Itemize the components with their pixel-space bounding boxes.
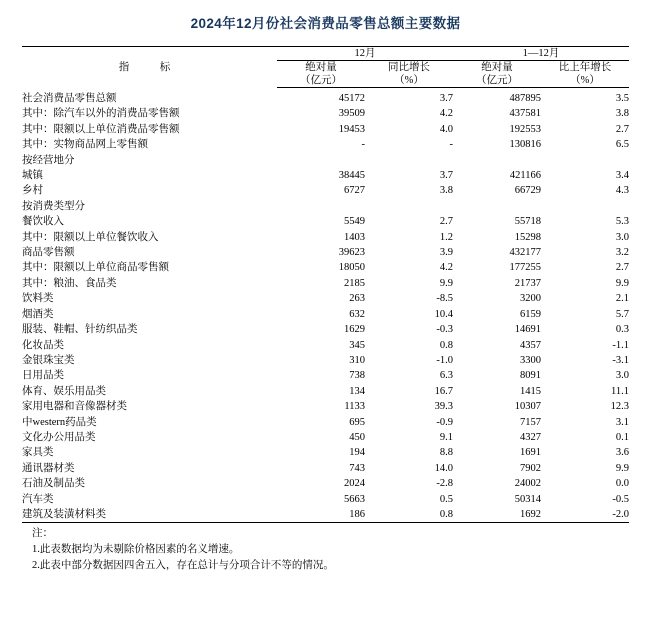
notes-line-2: 2.此表中部分数据因四舍五入，存在总计与分项合计不等的情况。 [32,560,334,572]
header-group-month: 12月 [277,47,453,61]
cell-month-growth: -1.0 [436,354,453,366]
table-row [22,430,629,445]
cell-month-growth: 4.2 [439,108,453,120]
cell-cumulative-growth: 3.5 [615,93,629,104]
cell-cumulative-growth: 9.9 [615,462,629,474]
cell-month-absolute: 743 [349,462,365,474]
cell-cumulative-absolute: 192553 [509,123,541,135]
cell-cumulative-absolute: 487895 [509,93,541,104]
table-row [22,368,629,383]
table-row [22,476,629,491]
cell-month-absolute: 186 [349,508,365,520]
cell-cumulative-absolute: 24002 [514,478,541,490]
cell-cumulative-growth [541,199,629,214]
header-index-label: 指 标 [22,47,277,88]
table-row [22,230,629,245]
row-label: 其中：除汽车以外的消费品零售额 [22,108,180,120]
row-label: 城镇 [22,170,43,182]
cell-cumulative-growth: 3.0 [615,370,629,382]
cell-month-growth: 4.2 [439,262,453,274]
cell-month-growth: -8.5 [436,293,453,305]
cell-month-absolute: 6727 [344,185,365,197]
cell-month-growth: -0.9 [436,416,453,428]
table-row [22,291,629,306]
row-label: 服装、鞋帽、针纺织品类 [22,324,138,336]
cell-cumulative-absolute: 437581 [509,108,541,120]
row-label: 金银珠宝类 [22,354,75,366]
table-row [22,91,629,106]
row-label: 石油及制品类 [22,478,85,490]
cell-cumulative-growth: -3.1 [612,354,629,366]
cell-month-growth: 9.9 [439,277,453,289]
cell-cumulative-absolute: 130816 [509,139,541,151]
cell-cumulative-absolute: 1415 [520,385,541,397]
cell-month-growth: 10.4 [434,308,453,320]
table-row [22,183,629,198]
cell-month-absolute: 1133 [344,401,365,413]
document-page [0,12,651,624]
cell-month-growth [365,199,453,214]
cell-month-growth: - [449,139,453,151]
row-label: 其中：实物商品网上零售额 [22,139,148,151]
cell-cumulative-growth: 3.0 [615,231,629,243]
cell-cumulative-absolute [453,153,541,168]
cell-cumulative-growth: 5.3 [615,216,629,228]
table-row [22,245,629,260]
cell-cumulative-absolute: 4327 [520,431,541,443]
cell-cumulative-growth: 3.2 [615,247,629,259]
table-row [22,353,629,368]
row-label: 家具类 [22,447,54,459]
cell-cumulative-growth: 3.1 [615,416,629,428]
cell-month-growth [365,153,453,168]
cell-month-growth: 0.8 [439,339,453,351]
cell-month-absolute: 38445 [338,170,365,182]
row-label: 中western药品类 [22,416,97,428]
row-label: 其中：限额以上单位商品零售额 [22,262,169,274]
table-row [22,338,629,353]
row-label: 其中：限额以上单位餐饮收入 [22,231,159,243]
row-label: 其中：粮油、食品类 [22,277,117,289]
header-col-abs-month: 绝对量 [305,62,337,73]
cell-month-growth: 0.8 [439,508,453,520]
retail-sales-table [22,46,629,522]
cell-month-absolute: 45172 [338,93,365,104]
cell-month-absolute: 5663 [344,493,365,505]
header-unit-abs-month: （亿元） [277,74,365,88]
row-label: 汽车类 [22,493,54,505]
cell-month-growth: 16.7 [434,385,453,397]
cell-month-absolute: 632 [349,308,365,320]
header-col-yoy-cumulative: 比上年增长 [558,62,612,73]
table-row [22,415,629,430]
row-label: 社会消费品零售总额 [22,93,117,104]
cell-month-absolute: 1629 [344,324,365,336]
cell-cumulative-growth [541,153,629,168]
row-label: 按经营地分 [22,154,75,166]
table-row [22,168,629,183]
cell-month-growth: 8.8 [439,447,453,459]
table-row [22,122,629,137]
cell-cumulative-growth: 6.5 [615,139,629,151]
cell-cumulative-growth: 5.7 [615,308,629,320]
table-row [22,461,629,476]
cell-month-absolute: 1403 [344,231,365,243]
cell-cumulative-growth: 11.1 [611,385,629,397]
cell-cumulative-absolute: 6159 [520,308,541,320]
cell-month-absolute: 5549 [344,216,365,228]
row-label: 通讯器材类 [22,462,75,474]
cell-cumulative-absolute [453,199,541,214]
cell-cumulative-growth: -0.5 [612,493,629,505]
cell-month-growth: 9.1 [439,431,453,443]
row-label: 家用电器和音像器材类 [22,401,127,413]
cell-cumulative-absolute: 10307 [514,401,541,413]
cell-cumulative-growth: 3.8 [615,108,629,120]
cell-cumulative-absolute: 3300 [520,354,541,366]
cell-cumulative-growth: 0.1 [615,431,629,443]
cell-cumulative-growth: 12.3 [610,401,629,413]
header-group-cumulative: 1—12月 [453,47,629,61]
cell-month-growth: 3.8 [439,185,453,197]
cell-month-absolute [277,153,365,168]
row-label: 餐饮收入 [22,216,64,228]
cell-cumulative-growth: 0.3 [615,324,629,336]
cell-cumulative-growth: -1.1 [612,339,629,351]
cell-month-growth: -0.3 [436,324,453,336]
cell-cumulative-absolute: 1691 [520,447,541,459]
cell-month-growth: 39.3 [434,401,453,413]
cell-month-absolute: 310 [349,354,365,366]
cell-cumulative-absolute: 7902 [520,462,541,474]
cell-cumulative-absolute: 4357 [520,339,541,351]
table-row [22,399,629,414]
cell-month-absolute: 345 [349,339,365,351]
table-row [22,153,629,168]
cell-cumulative-growth: 3.4 [615,170,629,182]
table-row [22,106,629,121]
cell-cumulative-growth: 4.3 [615,185,629,197]
cell-cumulative-growth: 2.1 [615,293,629,305]
cell-month-absolute: 134 [349,385,365,397]
cell-month-absolute: 18050 [338,262,365,274]
row-label: 化妆品类 [22,339,64,351]
header-unit-yoy-month: （%） [365,74,453,88]
cell-cumulative-growth: 9.9 [615,277,629,289]
notes-block [22,526,629,574]
row-label: 文化办公用品类 [22,431,96,443]
cell-month-growth: 0.5 [439,493,453,505]
table-row [22,322,629,337]
header-col-abs-cumulative: 绝对量 [481,62,513,73]
cell-cumulative-absolute: 50314 [514,493,541,505]
row-label: 乡村 [22,185,43,197]
row-label: 体育、娱乐用品类 [22,385,106,397]
cell-cumulative-absolute: 421166 [509,170,541,182]
notes-line-1: 1.此表数据均为未剔除价格因素的名义增速。 [32,544,240,556]
header-col-yoy-month: 同比增长 [388,62,430,73]
cell-cumulative-growth: -2.0 [612,508,629,520]
cell-cumulative-absolute: 432177 [509,247,541,259]
cell-cumulative-absolute: 7157 [520,416,541,428]
cell-cumulative-absolute: 66729 [514,185,541,197]
row-label: 建筑及装潢材料类 [22,508,106,520]
row-label: 商品零售额 [22,247,75,259]
cell-cumulative-absolute: 21737 [514,277,541,289]
cell-month-growth: 4.0 [439,123,453,135]
notes-heading: 注： [32,528,53,540]
row-label: 烟酒类 [22,308,54,320]
cell-month-growth: 6.3 [439,370,453,382]
table-bottom-rule [22,522,629,523]
cell-cumulative-absolute: 177255 [509,262,541,274]
cell-month-absolute [277,199,365,214]
cell-month-absolute: 194 [349,447,365,459]
cell-month-absolute: 39623 [338,247,365,259]
header-unit-yoy-cumulative: （%） [541,74,629,88]
cell-month-growth: 3.7 [439,93,453,104]
cell-cumulative-absolute: 8091 [520,370,541,382]
table-row [22,307,629,322]
cell-cumulative-absolute: 1692 [520,508,541,520]
table-row [22,137,629,152]
table-row [22,445,629,460]
row-label: 日用品类 [22,370,64,382]
cell-cumulative-growth: 2.7 [615,262,629,274]
cell-month-absolute: 738 [349,370,365,382]
cell-cumulative-absolute: 14691 [514,324,541,336]
cell-cumulative-absolute: 15298 [514,231,541,243]
cell-month-absolute: 2185 [344,277,365,289]
header-unit-abs-cumulative: （亿元） [453,74,541,88]
cell-month-absolute: 263 [349,293,365,305]
table-row [22,276,629,291]
table-header-group-row [22,47,629,61]
cell-month-absolute: 695 [349,416,365,428]
cell-cumulative-absolute: 3200 [520,293,541,305]
row-label: 按消费类型分 [22,200,85,212]
table-row [22,492,629,507]
cell-month-absolute: 2024 [344,478,365,490]
cell-month-growth: -2.8 [436,478,453,490]
cell-month-growth: 2.7 [439,216,453,228]
cell-month-growth: 14.0 [434,462,453,474]
table-row [22,199,629,214]
table-row [22,214,629,229]
cell-month-absolute: 19453 [338,123,365,135]
cell-month-absolute: - [361,139,365,151]
table-row [22,260,629,275]
cell-month-growth: 3.9 [439,247,453,259]
row-label: 其中：限额以上单位消费品零售额 [22,123,180,135]
cell-cumulative-growth: 0.0 [615,478,629,490]
cell-cumulative-growth: 2.7 [615,123,629,135]
table-row [22,507,629,522]
cell-cumulative-growth: 3.6 [615,447,629,459]
cell-month-absolute: 450 [349,431,365,443]
cell-month-growth: 1.2 [439,231,453,243]
cell-month-growth: 3.7 [439,170,453,182]
table-row [22,384,629,399]
page-title: 2024年12月份社会消费品零售总额主要数据 [190,16,461,31]
cell-month-absolute: 39509 [338,108,365,120]
cell-cumulative-absolute: 55718 [514,216,541,228]
table-body [22,91,629,522]
row-label: 饮料类 [22,293,54,305]
